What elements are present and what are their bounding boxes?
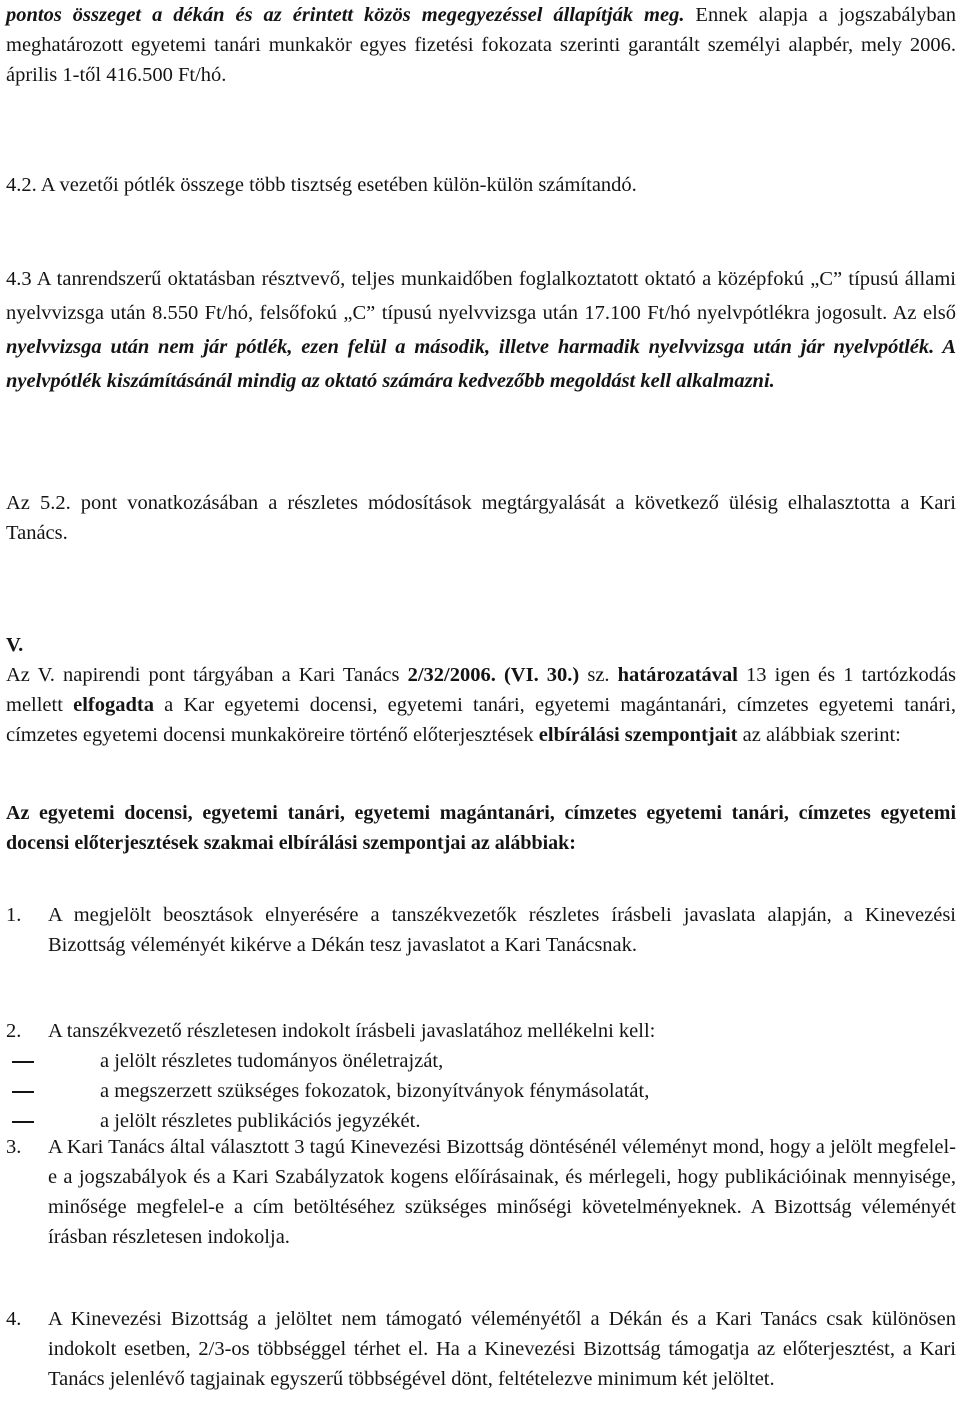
bullet-text: a jelölt részletes tudományos önéletrajzát, bbox=[100, 1050, 444, 1072]
bullet-text: a megszerzett szükséges fokozatok, bizonyítványok fénymásolatát, bbox=[100, 1080, 650, 1102]
list-item-number: 1. bbox=[6, 904, 22, 926]
list-item-text: A Kari Tanács által választott 3 tagú Kinevezési Bizottság döntésénél véleményt mond, hogy a jelölt megfelel-e a jogszabályok és a Kari Szabályzatok kogens előírásainak, és mérlegeli, hogy publikációinak mennyisége, minősége megfelel-e a cím betöltéséhez szükséges minőségi követelményeknek. A Bizottság véleményét írásban részletesen indokolja. bbox=[48, 1136, 956, 1248]
salary-bold-lead: pontos összeget a dékán és az érintett közös megegyezéssel állapítják meg. bbox=[6, 4, 685, 26]
language-allowance-text: 4.3 A tanrendszerű oktatásban résztvevő, teljes munkaidőben foglalkoztatott oktató a középfokú „C” típusú állami nyelvvizsga után 8.550 Ft/hó, felsőfokú „C” típusú nyelvvizsga után 17.100 Ft/hó nyelvpótlékra jogosult. Az első bbox=[6, 268, 956, 324]
paragraph-5-2-text: Az 5.2. pont vonatkozásában a részletes módosítások megtárgyalását a következő ülésig elhalasztotta a Kari Tanács. bbox=[6, 492, 956, 544]
section-v bbox=[6, 630, 956, 750]
bullet-text: a jelölt részletes publikációs jegyzékét. bbox=[100, 1110, 421, 1132]
list-item-text: A Kinevezési Bizottság a jelöltet nem támogató véleményétől a Dékán és a Kari Tanács csak különösen indokolt esetben, 2/3-os többséggel térhet el. Ha a Kinevezési Bizottság támogatja az előterjesztést, a Kari Tanács jelenlévő tagjainak egyszerű többségével dönt, feltételezve minimum két jelöltet. bbox=[48, 1308, 956, 1390]
paragraph-4-3 bbox=[6, 262, 956, 398]
list-item bbox=[6, 1016, 956, 1136]
list-item bbox=[6, 900, 956, 960]
resolution-number: 2/32/2006. (VI. 30.) bbox=[407, 664, 580, 686]
bullet-row bbox=[48, 1046, 956, 1076]
adopted-word: elfogadta bbox=[73, 694, 154, 716]
list-item-number: 4. bbox=[6, 1308, 22, 1330]
list-item-number: 2. bbox=[6, 1020, 22, 1042]
list-item bbox=[6, 1132, 956, 1252]
language-allowance-emphasis: nyelvvizsga után nem jár pótlék, ezen felül a második, illetve harmadik nyelvvizsga után jár nyelvpótlék. A nyelvpótlék kiszámításánál mindig az oktató számára kedvezőbb megoldást kell alkalmazni. bbox=[6, 336, 956, 392]
paragraph-4-2 bbox=[6, 170, 956, 200]
list-item-number: 3. bbox=[6, 1136, 22, 1158]
dash-bullet-icon bbox=[12, 1121, 34, 1123]
section-v-title: V. bbox=[6, 634, 24, 656]
bullet-row bbox=[48, 1076, 956, 1106]
list-item bbox=[6, 1304, 956, 1394]
salary-basis-text: Ennek alapja a jogszabályban meghatározott egyetemi tanári munkakör egyes fizetési fokozata szerinti garantált személyi alapbér, mely 2006. április 1-től 416.500 Ft/hó. bbox=[6, 4, 956, 86]
paragraph-4-2-text: 4.2. A vezetői pótlék összege több tisztség esetében külön-külön számítandó. bbox=[6, 174, 637, 196]
criteria-heading: Az egyetemi docensi, egyetemi tanári, egyetemi magántanári, címzetes egyetemi tanári, címzetes egyetemi docensi előterjesztések szakmai elbírálási szempontjai az alábbiak: bbox=[6, 802, 956, 854]
evaluation-criteria: elbírálási szempontjait bbox=[538, 724, 738, 746]
resolution-word: határozatával bbox=[617, 664, 738, 686]
list-item-text: A tanszékvezető részletesen indokolt írásbeli javaslatához mellékelni kell: bbox=[48, 1020, 656, 1042]
dash-bullet-icon bbox=[12, 1091, 34, 1093]
paragraph-salary-basis bbox=[6, 0, 956, 90]
list-item-text: A megjelölt beosztások elnyerésére a tanszékvezetők részletes írásbeli javaslata alapján, a Kinevezési Bizottság véleményét kikérve a Dékán tesz javaslatot a Kari Tanácsnak. bbox=[48, 904, 956, 956]
section-v-resolution: Az V. napirendi pont tárgyában a Kari Tanács 2/32/2006. (VI. 30.) sz. határozatával 13 igen és 1 tartózkodás mellett elfogadta a Kar egyetemi docensi, egyetemi tanári, egyetemi magántanári, címzetes egyetemi tanári, címzetes egyetemi docensi munkaköreire történő előterjesztések elbírálási szempontjait az alábbiak szerint: bbox=[6, 664, 957, 746]
paragraph-5-2 bbox=[6, 488, 956, 548]
criteria-heading-block bbox=[6, 798, 956, 858]
dash-bullet-icon bbox=[12, 1061, 34, 1063]
